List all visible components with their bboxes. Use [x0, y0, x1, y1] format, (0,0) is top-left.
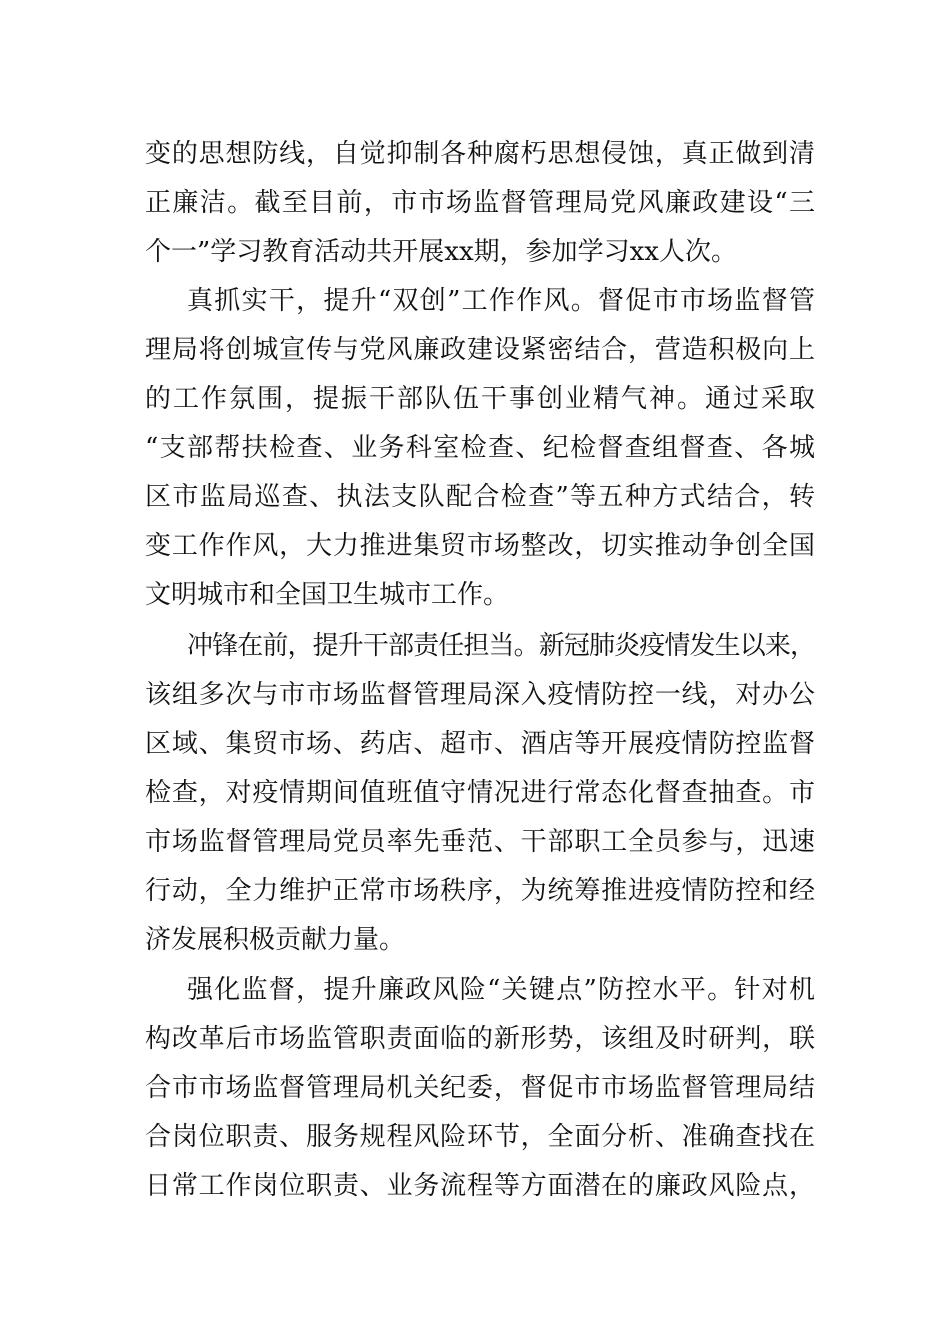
text-line: 正廉洁。截至目前，市市场监督管理局党风廉政建设“三 [145, 188, 815, 218]
text-line: 区市监局巡查、执法支队配合检查”等五种方式结合，转 [145, 482, 815, 512]
text-line: 理局将创城宣传与党风廉政建设紧密结合，营造积极向上 [145, 335, 815, 365]
text-line: 区域、集贸市场、药店、超市、酒店等开展疫情防控监督 [145, 729, 815, 759]
text-line: 合岗位职责、服务规程风险环节，全面分析、准确查找在 [145, 1122, 815, 1152]
text-line: 行动，全力维护正常市场秩序，为统筹推进疫情防控和经 [145, 876, 815, 906]
paragraph-first-line: 强化监督，提升廉政风险“关键点”防控水平。针对机 [187, 975, 815, 1005]
text-line: 该组多次与市市场监督管理局深入疫情防控一线，对办公 [145, 680, 815, 710]
text-line: 合市市场监督管理局机关纪委，督促市市场监督管理局结 [145, 1073, 815, 1103]
text-line: 检查，对疫情期间值班值守情况进行常态化督查抽查。市 [145, 778, 815, 808]
text-line: 变的思想防线，自觉抑制各种腐朽思想侵蚀，真正做到清 [145, 139, 815, 169]
text-line: 日常工作岗位职责、业务流程等方面潜在的廉政风险点， [145, 1171, 815, 1201]
text-line: 变工作作风，大力推进集贸市场整改，切实推动争创全国 [145, 531, 815, 561]
text-line: 构改革后市场监管职责面临的新形势，该组及时研判，联 [145, 1024, 815, 1054]
text-line: “支部帮扶检查、业务科室检查、纪检督查组督查、各城 [145, 433, 815, 463]
text-line: 济发展积极贡献力量。 [145, 925, 406, 955]
text-line: 个一”学习教育活动共开展xx期，参加学习xx人次。 [145, 237, 737, 267]
text-line: 市场监督管理局党员率先垂范、干部职工全员参与，迅速 [145, 827, 815, 857]
paragraph-first-line: 冲锋在前，提升干部责任担当。新冠肺炎疫情发生以来， [187, 631, 815, 661]
text-line: 的工作氛围，提振干部队伍干事创业精气神。通过采取 [145, 384, 815, 414]
text-line: 文明城市和全国卫生城市工作。 [145, 580, 510, 610]
paragraph-first-line: 真抓实干，提升“双创”工作作风。督促市市场监督管 [187, 286, 815, 316]
